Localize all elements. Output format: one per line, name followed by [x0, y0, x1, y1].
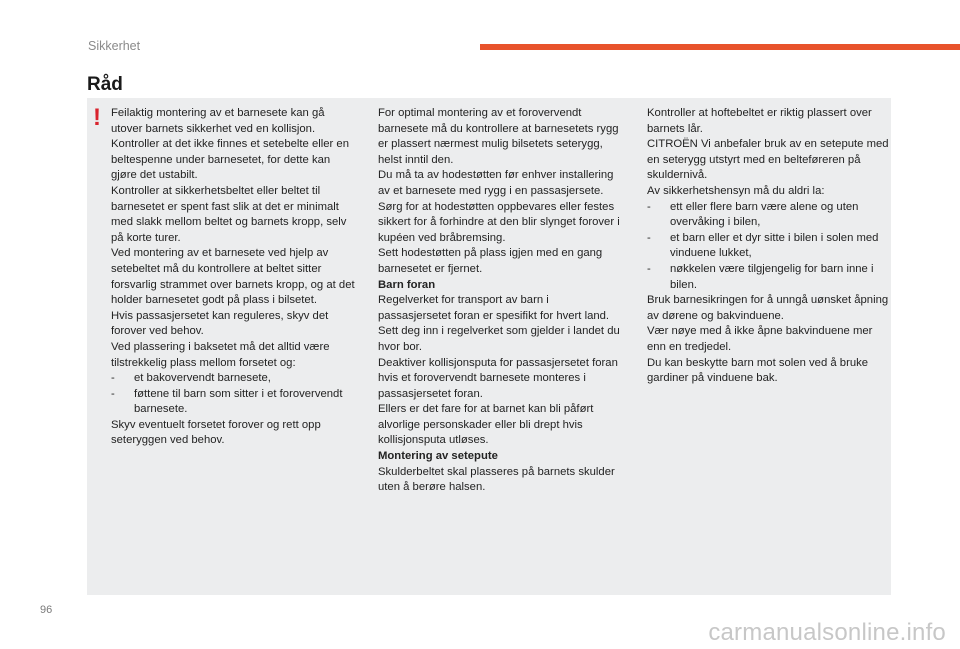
list-item [111, 387, 356, 418]
list-item [647, 262, 891, 293]
advice-column-2 [378, 106, 623, 496]
page-title: Råd [87, 74, 123, 95]
advice-column-1 [111, 106, 356, 449]
paragraph: Deaktiver kollisjonsputa for passasjersetet foran hvis et forovervendt barnesete monteres i passasjersetet foran. [378, 356, 618, 400]
paragraph: Skyv eventuelt forsetet forover og rett opp seteryggen ved behov. [111, 418, 321, 447]
paragraph: Sett hodestøtten på plass igjen med en gang barnesetet er fjernet. [378, 247, 603, 275]
paragraph: Du kan beskytte barn mot solen ved å bruke gardiner på vinduene bak. [647, 356, 869, 385]
paragraph: Bruk barnesikringen for å unngå uønsket åpning av dørene og bakvinduene. [647, 294, 889, 322]
list-item-text: ett eller flere barn være alene og uten overvåking i bilen, [670, 200, 859, 229]
paragraph: Regelverket for transport av barn i passasjersetet foran er spesifikt for hvert land. Sett deg inn i regelverket som gjelder i landet du hvor bor. [378, 294, 620, 353]
advice-column-3 [647, 106, 891, 387]
list-item-text: et barn eller et dyr sitte i bilen i solen med vinduene lukket, [670, 231, 879, 260]
paragraph: Hvis passasjersetet kan reguleres, skyv det forover ved behov. [111, 309, 329, 338]
paragraph: Ellers er det fare for at barnet kan bli påført alvorlige personskader eller bli drept hvis kollisjonsputa utløses. [378, 403, 594, 447]
paragraph: Vær nøye med å ikke åpne bakvinduene mer enn en tredjedel. [647, 325, 873, 353]
paragraph: Kontroller at sikkerhetsbeltet eller beltet til barnesetet er spent fast slik at det er minimalt med slakk mellom beltet og barnets kropp, selv på korte turer. [111, 184, 347, 244]
page-number: 96 [40, 604, 53, 616]
header-accent-bar [480, 44, 960, 50]
list-item-text: nøkkelen være tilgjengelig for barn inne i bilen. [670, 262, 874, 291]
paragraph: CITROËN Vi anbefaler bruk av en setepute med en seterygg utstyrt med en belteføreren på skuldernivå. [647, 138, 889, 182]
paragraph: Sørg for at hodestøtten oppbevares eller festes sikkert for å forhindre at den blir slynget forover i kupéen ved bråbremsing. [378, 200, 620, 244]
list-item [647, 231, 891, 262]
paragraph: Skulderbeltet skal plasseres på barnets skulder uten å berøre halsen. [378, 465, 615, 494]
paragraph: Ved plassering i baksetet må det alltid være tilstrekkelig plass mellom forsetet og: [111, 340, 330, 369]
paragraph: For optimal montering av et forovervendt barnesete må du kontrollere at barnesetets rygg er plassert nærmest mulig bilsetets seterygg, helst inntil den. [378, 107, 619, 166]
dash-bullet: - [647, 262, 651, 275]
section-header: Sikkerhet [88, 39, 141, 53]
list-item [111, 371, 356, 387]
dash-bullet: - [111, 372, 115, 385]
exclamation-warning-icon: ! [93, 104, 101, 131]
subheading-front: Barn foran [378, 278, 436, 291]
list-item-text: føttene til barn som sitter i et forovervendt barnesete. [134, 387, 343, 416]
watermark: carmanualsonline.info [708, 619, 946, 646]
paragraph: Kontroller at hoftebeltet er riktig plassert over barnets lår. [647, 107, 872, 135]
subheading-mount: Montering av setepute [378, 450, 498, 463]
paragraph: Du må ta av hodestøtten før enhver installering av et barnesete med rygg i en passasjersete. [378, 169, 614, 197]
dash-bullet: - [111, 387, 115, 400]
paragraph: Feilaktig montering av et barnesete kan gå utover barnets sikkerhet ved en kollisjon. [111, 107, 325, 135]
list-item-text: et bakovervendt barnesete, [134, 372, 271, 385]
paragraph: Ved montering av et barnesete ved hjelp av setebeltet må du kontrollere at beltet sitter forsvarlig strammet over barnets kropp, og at det holder barnesetet godt på plass i bilsetet. [111, 247, 355, 307]
list-item [647, 200, 891, 231]
dash-bullet: - [647, 200, 651, 213]
dash-bullet: - [647, 231, 651, 244]
paragraph: Kontroller at det ikke finnes et setebelte eller en beltespenne under barnesetet, for dette kan gjøre det ustabilt. [111, 138, 350, 182]
paragraph: Av sikkerhetshensyn må du aldri la: [647, 184, 825, 197]
